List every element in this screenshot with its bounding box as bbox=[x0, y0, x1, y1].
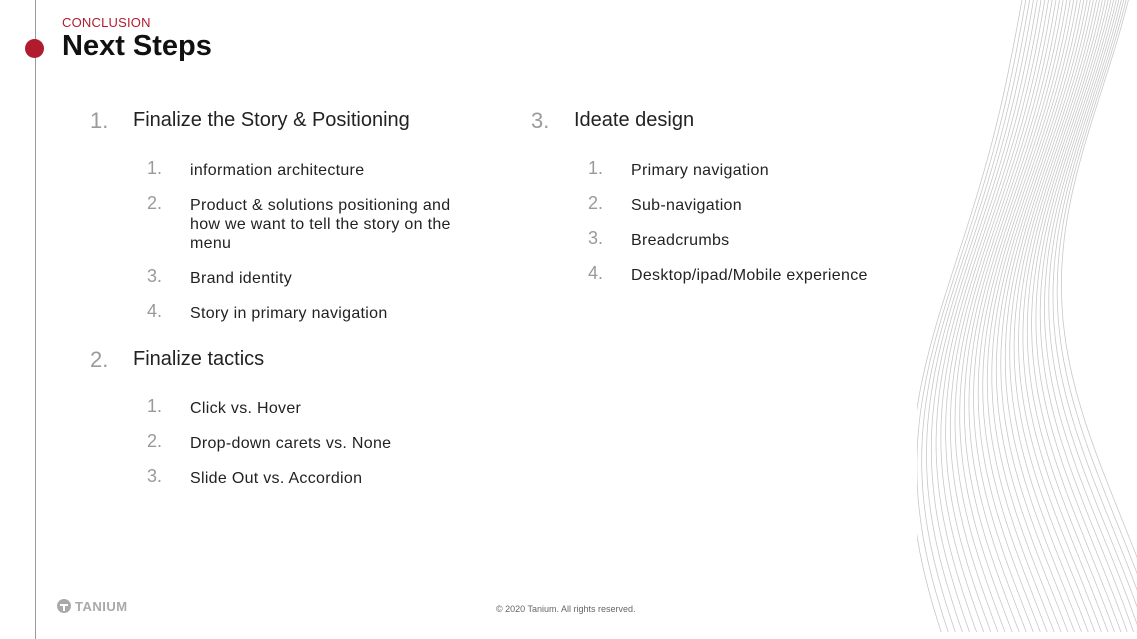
copyright-text: © 2020 Tanium. All rights reserved. bbox=[496, 604, 636, 614]
wave-line bbox=[1036, 0, 1127, 632]
wave-line bbox=[996, 0, 1087, 632]
list-number: 2. bbox=[147, 193, 163, 213]
wave-line bbox=[927, 0, 1034, 632]
list-number: 4. bbox=[588, 263, 604, 283]
list-item-label: Story in primary navigation bbox=[190, 305, 388, 322]
tanium-logo bbox=[56, 598, 128, 614]
list-number: 3. bbox=[531, 108, 550, 133]
tanium-logo-icon bbox=[56, 598, 72, 614]
accent-dot bbox=[25, 39, 44, 58]
list-item-label: Desktop/ipad/Mobile experience bbox=[631, 267, 868, 284]
wave-line bbox=[955, 0, 1056, 632]
wave-line bbox=[917, 0, 1022, 632]
list-heading: Finalize tactics bbox=[133, 348, 265, 370]
vertical-rule bbox=[35, 0, 36, 639]
list-number: 1. bbox=[147, 158, 163, 178]
wave-lines-decoration bbox=[917, 0, 1137, 639]
list-number: 2. bbox=[147, 431, 163, 451]
list-item-label: Brand identity bbox=[190, 270, 293, 287]
list-number: 2. bbox=[90, 347, 109, 372]
wave-line bbox=[917, 0, 1026, 632]
section-label: CONCLUSION bbox=[62, 15, 151, 30]
logo-text: TANIUM bbox=[75, 598, 128, 614]
list-item-label: Primary navigation bbox=[631, 162, 769, 179]
list-number: 1. bbox=[90, 108, 109, 133]
list-item-label: Sub-navigation bbox=[631, 197, 742, 214]
list-item-label: Breadcrumbs bbox=[631, 232, 730, 249]
wave-line bbox=[1053, 0, 1137, 632]
wave-line bbox=[1049, 0, 1137, 632]
list-number: 1. bbox=[147, 396, 163, 416]
list-item-label: Click vs. Hover bbox=[190, 400, 302, 417]
list-number: 3. bbox=[588, 228, 604, 248]
page-title: Next Steps bbox=[62, 30, 212, 62]
wave-line bbox=[950, 0, 1052, 632]
list-number: 2. bbox=[588, 193, 604, 213]
list-heading: Finalize the Story & Positioning bbox=[133, 109, 410, 131]
list-heading: Ideate design bbox=[574, 109, 695, 131]
list-number: 4. bbox=[147, 301, 163, 321]
list-number: 1. bbox=[588, 158, 604, 178]
wave-line bbox=[1061, 0, 1137, 632]
list-item-label: information architecture bbox=[190, 162, 365, 179]
list-number: 3. bbox=[147, 466, 163, 486]
list-item-label: Drop-down carets vs. None bbox=[190, 435, 392, 452]
list-number: 3. bbox=[147, 266, 163, 286]
list-item-label: Slide Out vs. Accordion bbox=[190, 470, 363, 487]
list-item-label: Product & solutions positioning and how we want to tell the story on the menu bbox=[190, 197, 451, 252]
